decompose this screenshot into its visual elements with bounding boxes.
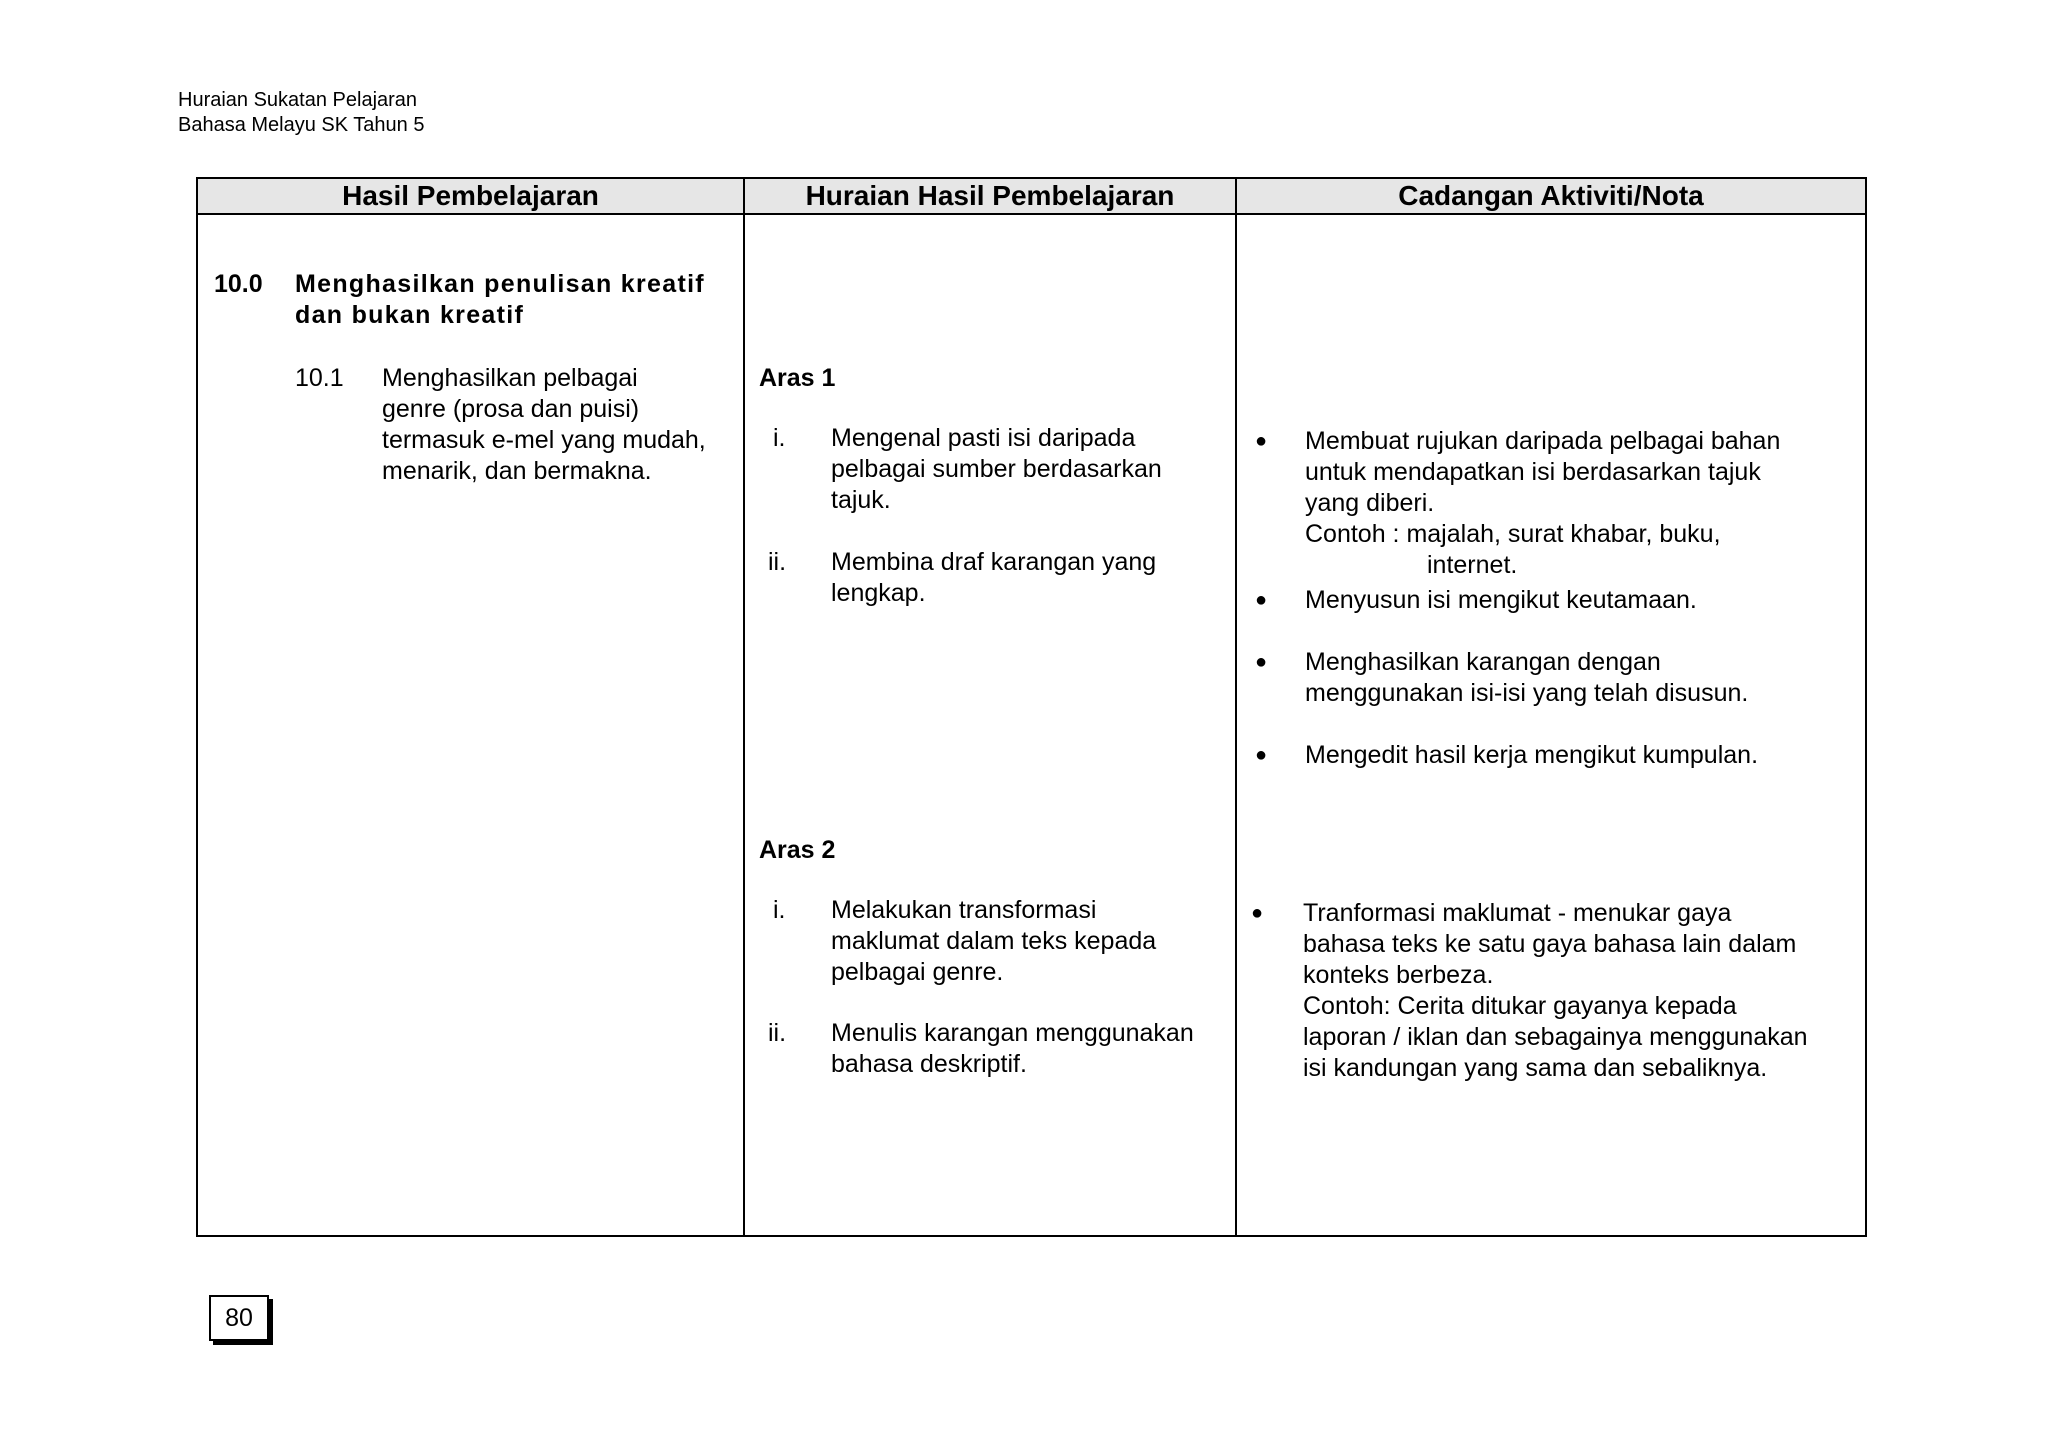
level-label-2: Aras 2	[759, 836, 836, 864]
activity-text	[1305, 585, 1697, 616]
activity-line: bahasa teks ke satu gaya bahasa lain dalam	[1303, 930, 1797, 958]
activity-line: Membuat rujukan daripada pelbagai bahan	[1305, 427, 1781, 455]
activity-text	[1305, 740, 1758, 771]
item-line: bahasa deskriptif.	[831, 1050, 1027, 1078]
outcome-title-line-1: Menghasilkan penulisan kreatif	[295, 270, 705, 298]
activity-line: Mengedit hasil kerja mengikut kumpulan.	[1305, 741, 1759, 769]
activity-line: Menghasilkan karangan dengan	[1305, 648, 1661, 676]
activity-line: Menyusun isi mengikut keutamaan.	[1305, 586, 1697, 614]
page-header	[178, 88, 424, 138]
outcome-number: 10.0	[214, 270, 263, 298]
outcome-description-cell	[744, 214, 1236, 1236]
item-line: Membina draf karangan yang	[831, 548, 1157, 576]
bullet-icon: ●	[1255, 651, 1268, 673]
activity-notes-cell	[1236, 214, 1866, 1236]
learning-outcome-cell	[197, 214, 744, 1236]
activity-text	[1305, 426, 1780, 581]
syllabus-table	[196, 177, 1867, 1237]
outcome-title-line-2: dan bukan kreatif	[295, 301, 525, 329]
item-marker: i.	[773, 424, 786, 452]
sub-outcome-text	[382, 363, 706, 487]
activity-text	[1303, 898, 1808, 1084]
activity-line: konteks berbeza.	[1303, 961, 1494, 989]
item-text	[831, 1018, 1194, 1080]
level-label-1: Aras 1	[759, 364, 836, 392]
bullet-icon: ●	[1255, 589, 1268, 611]
item-line: Menulis karangan menggunakan	[831, 1019, 1194, 1047]
bullet-icon: ●	[1255, 430, 1268, 452]
sub-outcome-number: 10.1	[295, 364, 344, 392]
activity-line: Contoh: Cerita ditukar gayanya kepada	[1303, 992, 1737, 1020]
item-line: tajuk.	[831, 486, 891, 514]
item-line: Melakukan transformasi	[831, 896, 1097, 924]
sub-outcome-line: genre (prosa dan puisi)	[382, 395, 640, 423]
item-line: Mengenal pasti isi daripada	[831, 424, 1136, 452]
column-header-hasil: Hasil Pembelajaran	[197, 178, 744, 214]
sub-outcome-line: termasuk e-mel yang mudah,	[382, 426, 706, 454]
activity-line-indented: internet.	[1427, 551, 1518, 579]
activity-line: laporan / iklan dan sebagainya menggunakan	[1303, 1023, 1808, 1051]
activity-line: untuk mendapatkan isi berdasarkan tajuk	[1305, 458, 1761, 486]
item-text	[831, 547, 1156, 609]
activity-line: yang diberi.	[1305, 489, 1435, 517]
item-marker: ii.	[768, 1019, 787, 1047]
item-text	[831, 423, 1162, 516]
sub-outcome-line: menarik, dan bermakna.	[382, 457, 652, 485]
item-line: maklumat dalam teks kepada	[831, 927, 1157, 955]
sub-outcome-line: Menghasilkan pelbagai	[382, 364, 638, 392]
item-marker: i.	[773, 896, 786, 924]
page-number: 80	[209, 1295, 269, 1341]
header-line-2: Bahasa Melayu SK Tahun 5	[178, 114, 425, 136]
item-line: lengkap.	[831, 579, 926, 607]
item-line: pelbagai sumber berdasarkan	[831, 455, 1162, 483]
column-header-huraian: Huraian Hasil Pembelajaran	[744, 178, 1236, 214]
item-marker: ii.	[768, 548, 787, 576]
activity-line: Contoh : majalah, surat khabar, buku,	[1305, 520, 1721, 548]
activity-line: menggunakan isi-isi yang telah disusun.	[1305, 679, 1749, 707]
bullet-icon: ●	[1251, 902, 1264, 924]
activity-line: isi kandungan yang sama dan sebaliknya.	[1303, 1054, 1768, 1082]
header-line-1: Huraian Sukatan Pelajaran	[178, 89, 418, 111]
activity-line: Tranformasi maklumat - menukar gaya	[1303, 899, 1732, 927]
item-line: pelbagai genre.	[831, 958, 1004, 986]
column-header-cadangan: Cadangan Aktiviti/Nota	[1236, 178, 1866, 214]
bullet-icon: ●	[1255, 744, 1268, 766]
activity-text	[1305, 647, 1748, 709]
item-text	[831, 895, 1156, 988]
